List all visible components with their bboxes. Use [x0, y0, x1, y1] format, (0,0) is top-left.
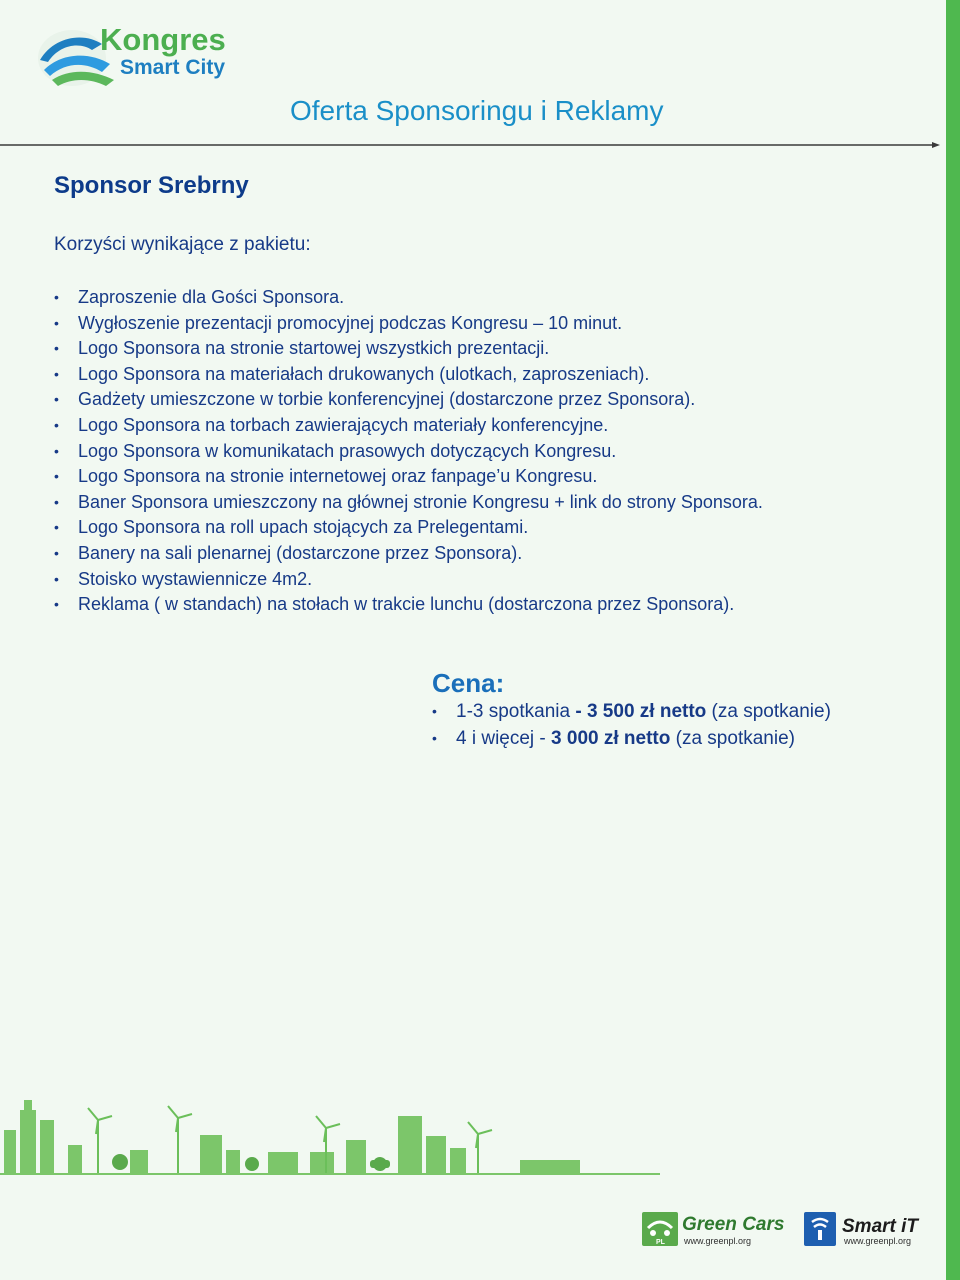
list-item: • Logo Sponsora na roll upach stojących za Prelegentami. — [54, 515, 763, 541]
list-item: • Logo Sponsora w komunikatach prasowych dotyczących Kongresu. — [54, 439, 763, 465]
list-item: • Gadżety umieszczone w torbie konferencyjnej (dostarczone przez Sponsora). — [54, 387, 763, 413]
list-item: • Reklama ( w standach) na stołach w trakcie lunchu (dostarczona przez Sponsora). — [54, 592, 763, 618]
price-amount: 3 000 zł netto — [551, 728, 671, 749]
smart-it-name: Smart iT — [842, 1216, 919, 1237]
price-suffix: (za spotkanie) — [670, 728, 795, 749]
smart-it-logo-icon — [804, 1212, 836, 1246]
smart-it-url: www.greenpl.org — [844, 1236, 912, 1246]
list-item: • Banery na sali plenarnej (dostarczone przez Sponsora). — [54, 541, 763, 567]
page-title: Oferta Sponsoringu i Reklamy — [290, 95, 664, 126]
logo-line-1: Kongres — [100, 22, 226, 57]
benefits-list — [54, 285, 763, 618]
price-prefix: 4 i więcej - — [456, 728, 552, 749]
list-item: • Zaproszenie dla Gości Sponsora. — [54, 285, 763, 311]
section-title: Sponsor Srebrny — [54, 172, 249, 199]
logo-line-2: Smart City — [120, 56, 226, 79]
green-cars-badge: PL — [656, 1239, 665, 1246]
price-prefix: 1-3 spotkania — [456, 701, 576, 722]
sponsor-logos — [640, 1206, 940, 1256]
price-amount: - 3 500 zł netto — [575, 701, 707, 722]
price-suffix: (za spotkanie) — [706, 701, 831, 722]
list-item: • Baner Sponsora umieszczony na głównej stronie Kongresu + link do strony Sponsora. — [54, 490, 763, 516]
price-item — [432, 725, 831, 752]
green-city-skyline-icon — [0, 1090, 660, 1175]
right-green-strip — [946, 0, 960, 1280]
header-divider — [0, 140, 940, 148]
price-title: Cena: — [432, 668, 505, 698]
list-item: • Logo Sponsora na materiałach drukowanych (ulotkach, zaproszeniach). — [54, 362, 763, 388]
green-cars-name: Green Cars — [682, 1214, 785, 1235]
price-item — [432, 698, 831, 725]
price-list — [432, 698, 831, 752]
list-item: • Logo Sponsora na torbach zawierających materiały konferencyjne. — [54, 413, 763, 439]
list-item: • Logo Sponsora na stronie startowej wszystkich prezentacji. — [54, 336, 763, 362]
list-item: • Stoisko wystawiennicze 4m2. — [54, 567, 763, 593]
section-intro: Korzyści wynikające z pakietu: — [54, 234, 311, 255]
list-item: • Wygłoszenie prezentacji promocyjnej podczas Kongresu – 10 minut. — [54, 311, 763, 337]
green-cars-url: www.greenpl.org — [684, 1236, 752, 1246]
list-item: • Logo Sponsora na stronie internetowej oraz fanpage’u Kongresu. — [54, 464, 763, 490]
